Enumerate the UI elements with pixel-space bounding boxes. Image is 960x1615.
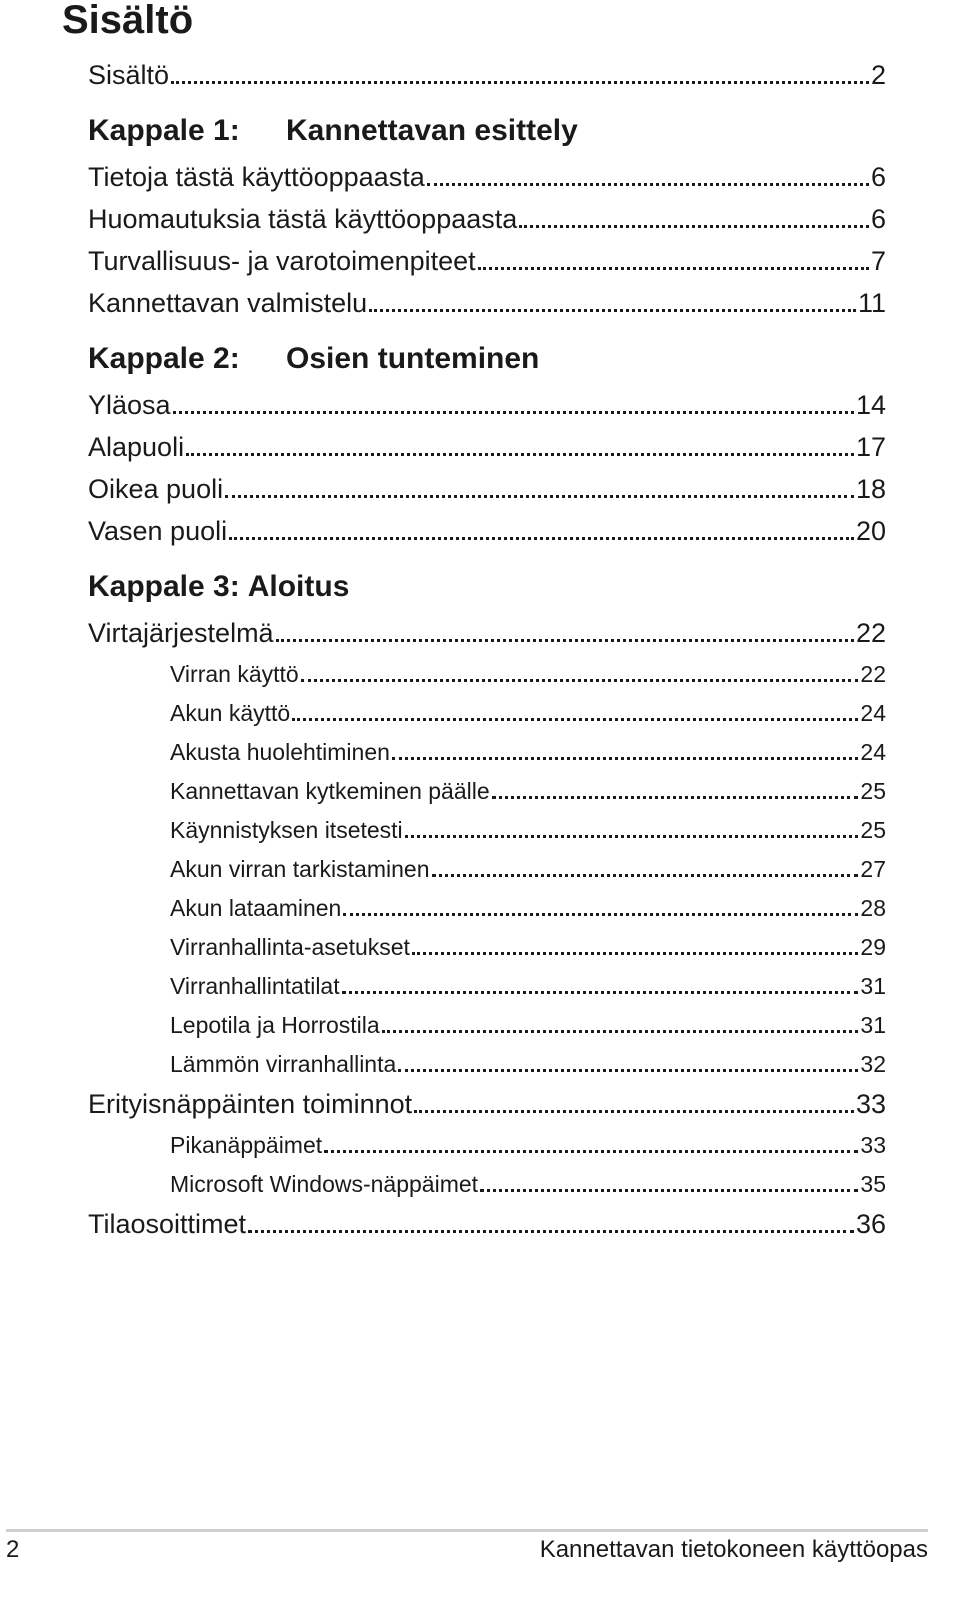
dot-leader [480, 1189, 858, 1192]
toc-entry[interactable] [88, 288, 886, 319]
toc-subentry[interactable] [170, 1132, 886, 1159]
toc-entry-page: 31 [860, 973, 886, 999]
toc-subentry[interactable] [170, 661, 886, 688]
page-title: Sisältö [62, 0, 194, 42]
toc-entry[interactable] [88, 432, 886, 463]
dot-leader [478, 267, 869, 270]
chapter-number: Kappale 2: [88, 342, 240, 375]
toc-entry[interactable] [88, 1209, 886, 1240]
toc-entry-page: 22 [855, 618, 886, 648]
dot-leader [369, 309, 856, 312]
toc-entry-label: Erityisnäppäinten toiminnot [88, 1089, 413, 1119]
toc-entry[interactable] [88, 204, 886, 235]
dot-leader [229, 537, 854, 540]
toc-entry[interactable] [88, 390, 886, 421]
toc-entry[interactable] [88, 618, 886, 649]
dot-leader [301, 679, 859, 682]
toc-entry-page: 25 [860, 778, 886, 804]
chapter-title: Osien tunteminen [286, 342, 540, 375]
toc-entry-page: 24 [860, 700, 886, 726]
toc-entry-label: Alapuoli [88, 432, 185, 462]
toc-subentry[interactable] [170, 895, 886, 922]
toc-entry[interactable] [88, 1089, 886, 1120]
toc-entry-page: 20 [855, 516, 886, 546]
chapter-2-heading [88, 342, 539, 376]
dot-leader [405, 835, 859, 838]
dot-leader [414, 1110, 854, 1113]
toc-entry-label: Vasen puoli [88, 516, 228, 546]
footer-book-title: Kannettavan tietokoneen käyttöopas [539, 1536, 928, 1563]
dot-leader [392, 757, 858, 760]
toc-entry-page: 36 [855, 1209, 886, 1239]
toc-entry-page: 6 [870, 162, 886, 192]
toc-entry-label: Lepotila ja Horrostila [170, 1012, 380, 1038]
toc-subentry[interactable] [170, 856, 886, 883]
toc-entry-contents[interactable] [88, 60, 886, 91]
toc-entry-label: Huomautuksia tästä käyttöoppaasta [88, 204, 518, 234]
toc-entry-page: 32 [860, 1051, 886, 1077]
toc-subentry[interactable] [170, 700, 886, 727]
toc-entry-page: 29 [860, 934, 886, 960]
dot-leader [382, 1030, 859, 1033]
toc-entry-label: Oikea puoli [88, 474, 224, 504]
dot-leader [171, 81, 869, 84]
toc-entry[interactable] [88, 474, 886, 505]
toc-entry-page: 31 [860, 1012, 886, 1038]
toc-entry-page: 17 [855, 432, 886, 462]
chapter-3-heading [88, 570, 349, 604]
toc-entry-label: Kannettavan valmistelu [88, 288, 368, 318]
dot-leader [519, 225, 869, 228]
toc-entry[interactable] [88, 246, 886, 277]
toc-entry-label: Tilaosoittimet [88, 1209, 247, 1239]
dot-leader [276, 639, 854, 642]
toc-entry-label: Akun virran tarkistaminen [170, 856, 430, 882]
toc-entry-page: 35 [860, 1171, 886, 1197]
toc-entry-page: 6 [870, 204, 886, 234]
toc-entry[interactable] [88, 162, 886, 193]
dot-leader [342, 991, 859, 994]
toc-entry-label: Virtajärjestelmä [88, 618, 274, 648]
toc-subentry[interactable] [170, 934, 886, 961]
toc-entry-label: Pikanäppäimet [170, 1132, 323, 1158]
footer-divider [6, 1529, 928, 1532]
dot-leader [343, 913, 858, 916]
toc-entry-label: Yläosa [88, 390, 171, 420]
chapter-number: Kappale 1: [88, 114, 240, 147]
toc-entry-label: Turvallisuus- ja varotoimenpiteet [88, 246, 476, 276]
toc-entry-page: 25 [860, 817, 886, 843]
toc-entry-label: Käynnistyksen itsetesti [170, 817, 403, 843]
dot-leader [186, 453, 854, 456]
dot-leader [412, 952, 858, 955]
dot-leader [248, 1230, 854, 1233]
toc-subentry[interactable] [170, 778, 886, 805]
toc-subentry[interactable] [170, 1171, 886, 1198]
toc-subentry[interactable] [170, 817, 886, 844]
toc-entry-page: 11 [857, 288, 886, 318]
dot-leader [292, 718, 858, 721]
toc-entry-page: 18 [855, 474, 886, 504]
toc-entry[interactable] [88, 516, 886, 547]
dot-leader [173, 411, 854, 414]
toc-entry-page: 2 [870, 60, 886, 90]
toc-entry-label: Kannettavan kytkeminen päälle [170, 778, 490, 804]
footer-page-number: 2 [6, 1536, 20, 1563]
dot-leader [427, 183, 869, 186]
dot-leader [432, 874, 859, 877]
toc-entry-label: Virranhallintatilat [170, 973, 340, 999]
chapter-title: Aloitus [247, 570, 350, 603]
toc-entry-label: Virran käyttö [170, 661, 299, 687]
toc-entry-label: Akun lataaminen [170, 895, 342, 921]
toc-subentry[interactable] [170, 973, 886, 1000]
dot-leader [324, 1150, 858, 1153]
toc-entry-page: 24 [860, 739, 886, 765]
toc-subentry[interactable] [170, 1051, 886, 1078]
toc-entry-label: Sisältö [88, 60, 170, 90]
dot-leader [225, 495, 854, 498]
dot-leader [398, 1069, 858, 1072]
toc-entry-page: 33 [855, 1089, 886, 1119]
chapter-title: Kannettavan esittely [286, 114, 578, 147]
chapter-number: Kappale 3: [88, 570, 240, 603]
toc-entry-label: Akun käyttö [170, 700, 291, 726]
chapter-1-heading [88, 114, 578, 148]
toc-entry-page: 14 [855, 390, 886, 420]
toc-entry-label: Akusta huolehtiminen [170, 739, 390, 765]
toc-entry-page: 7 [870, 246, 886, 276]
toc-entry-page: 27 [860, 856, 886, 882]
toc-subentry[interactable] [170, 739, 886, 766]
toc-entry-label: Lämmön virranhallinta [170, 1051, 397, 1077]
toc-entry-page: 22 [860, 661, 886, 687]
toc-entry-page: 28 [860, 895, 886, 921]
toc-entry-label: Tietoja tästä käyttöoppaasta [88, 162, 425, 192]
toc-subentry[interactable] [170, 1012, 886, 1039]
toc-entry-label: Virranhallinta-asetukset [170, 934, 410, 960]
toc-entry-label: Microsoft Windows-näppäimet [170, 1171, 479, 1197]
dot-leader [492, 796, 859, 799]
toc-entry-page: 33 [860, 1132, 886, 1158]
